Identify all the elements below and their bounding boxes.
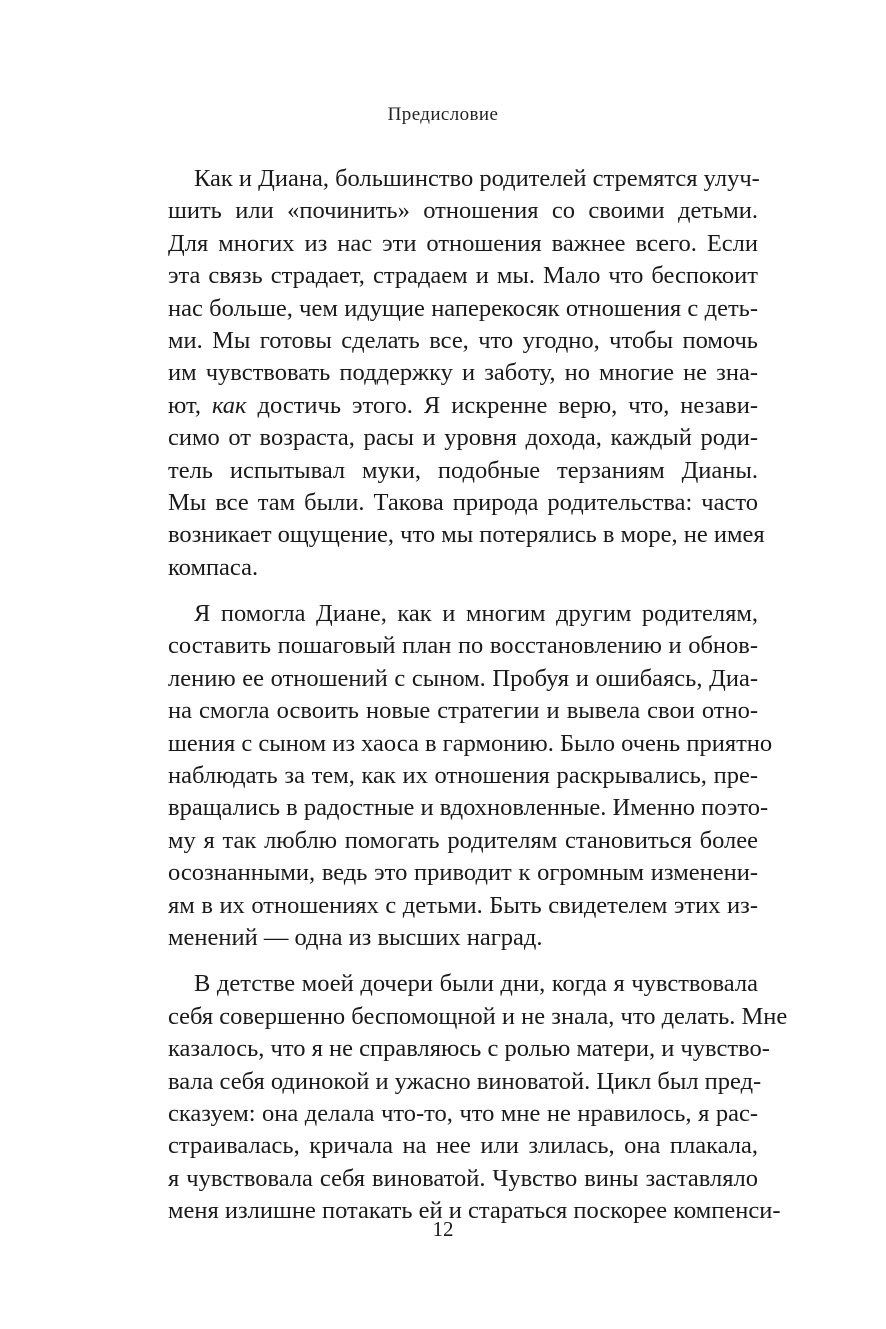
paragraph-1 [168,163,765,584]
text-line: осознанными, ведь это приводит к огромным изменени- [168,859,758,887]
text-line: нас больше, чем идущие наперекосяк отношения с деть- [168,294,758,322]
text-line: ям в их отношениях с детьми. Быть свидетелем этих из- [168,891,758,919]
text-line: Я помогла Диане, как и многим другим родителям, [194,600,758,628]
text-line: Мы все там были. Такова природа родительства: часто [168,488,758,516]
text-line: сказуем: она делала что-то, что мне не нравилось, я рас- [168,1099,758,1127]
text-line: страивалась, кричала на нее или злилась, она плакала, [168,1132,758,1160]
running-header: Предисловие [387,104,499,125]
text-line: наблюдать за тем, как их отношения раскрывались, пре- [168,762,758,790]
text-line: им чувствовать поддержку и заботу, но многие не зна- [168,359,758,387]
text-line: составить пошаговый план по восстановлению и обнов- [168,632,758,660]
emphasis-word: как [211,391,247,419]
text-line: казалось, что я не справляюсь с ролью матери, и чувство- [168,1035,770,1063]
text-line: симо от возраста, расы и уровня дохода, каждый роди- [168,424,758,452]
text-line: вращались в радостные и вдохновленные. Именно поэто- [168,794,769,822]
text-line: возникает ощущение, что мы потерялись в море, не имея [168,521,765,549]
paragraph-3 [168,968,788,1227]
text-line: меня излишне потакать ей и стараться поскорее компенси- [168,1197,781,1225]
text-line: Как и Диана, большинство родителей стремятся улуч- [194,165,760,192]
text-line: ми. Мы готовы сделать все, что угодно, чтобы помочь [168,326,758,354]
body-text [168,163,788,1228]
text-line: менений — одна из высших наград. [168,923,543,951]
text-fragment: достичь этого. Я искренне верю, что, незави- [246,391,758,419]
text-line-with-emphasis [168,390,758,422]
text-line: лению ее отношений с сыном. Пробуя и ошибаясь, Диа- [168,664,758,692]
text-line: себя совершенно беспомощной и не знала, что делать. Мне [168,1002,788,1030]
text-line: компаса. [168,553,259,581]
text-line: му я так люблю помогать родителям становиться более [168,826,758,854]
text-line: В детстве моей дочери были дни, когда я чувствовала [194,970,758,998]
page-number: 12 [432,1217,454,1241]
text-line: шения с сыном из хаоса в гармонию. Было очень приятно [168,729,773,757]
paragraph-2 [168,598,773,954]
text-line: вала себя одинокой и ужасно виноватой. Цикл был пред- [168,1067,762,1095]
text-line: тель испытывал муки, подобные терзаниям Дианы. [168,456,758,484]
text-fragment: ют, [168,391,212,419]
text-line: Для многих из нас эти отношения важнее всего. Если [168,229,758,257]
text-line: я чувствовала себя виноватой. Чувство вины заставляло [168,1164,758,1192]
text-line: эта связь страдает, страдаем и мы. Мало что беспокоит [168,262,758,290]
text-line: шить или «починить» отношения со своими детьми. [168,197,758,225]
text-line: на смогла освоить новые стратегии и вывела свои отно- [168,697,758,725]
